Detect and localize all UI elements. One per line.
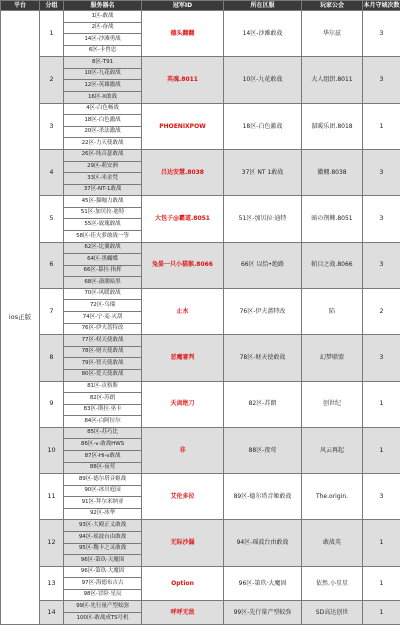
server-cell: 62区-比翼敢战 xyxy=(64,242,142,254)
guild-cell: 幻梦联盟 xyxy=(302,335,363,381)
server-cell: 99区-先行量产型蚊弥 xyxy=(64,601,142,613)
server-cell: 82区-苏朗 xyxy=(64,393,142,405)
zone-cell: 76区-伊夫蔷特改 xyxy=(224,288,302,334)
count-cell: 1 xyxy=(363,601,400,624)
count-cell: 3 xyxy=(363,11,400,57)
champion-cell: 非 xyxy=(142,427,224,473)
count-cell: 1 xyxy=(363,427,400,473)
server-cell: 98区-冒险·星辰 xyxy=(64,589,142,601)
zone-cell: 10区-九花敢战 xyxy=(224,57,302,103)
server-cell: 16区-X敢战 xyxy=(64,92,142,104)
server-cell: 72区-乌瑠 xyxy=(64,300,142,312)
guild-cell: 湄暖乐团.8018 xyxy=(302,103,363,149)
server-cell: 68区-潇潮暗黑 xyxy=(64,277,142,289)
header-zone: 所在区服 xyxy=(224,1,302,11)
champion-cell: 无际沙漏 xyxy=(142,520,224,566)
group-cell: 9 xyxy=(40,381,64,427)
count-cell: 1 xyxy=(363,381,400,427)
header-group: 分组 xyxy=(40,1,64,11)
server-cell: 79区-智天使敢战 xyxy=(64,358,142,370)
champion-cell: 恶魔審判 xyxy=(142,335,224,381)
guild-cell: 风云再起 xyxy=(302,427,363,473)
platform-cell: ios正版 xyxy=(1,11,40,625)
server-cell: 93区-大殿正义敢战 xyxy=(64,520,142,532)
server-cell: 80区-爱天使敢战 xyxy=(64,369,142,381)
server-cell: 8区-T91 xyxy=(64,57,142,69)
champion-cell: 兔晏一只小猫猴.8066 xyxy=(142,242,224,288)
group-cell: 6 xyxy=(40,242,64,288)
group-cell: 4 xyxy=(40,149,64,195)
server-cell: 1区-敢战 xyxy=(64,11,142,23)
champion-cell: PHOENIXPOW xyxy=(142,103,224,149)
zone-cell: 88区-夜莺 xyxy=(224,427,302,473)
zone-cell: 78区-财天使敢战 xyxy=(224,335,302,381)
server-cell: 4区-白色畅战 xyxy=(64,103,142,115)
count-cell: 3 xyxy=(363,242,400,288)
champion-cell: 大包子@霸道.8051 xyxy=(142,196,224,242)
count-cell: 2 xyxy=(363,288,400,334)
server-cell: 37区-NT-1敢战 xyxy=(64,184,142,196)
server-cell: 18区-白色激战 xyxy=(64,115,142,127)
server-cell: 88区-夜莺 xyxy=(64,462,142,474)
zone-cell: 94区-瑶波台由敢战 xyxy=(224,520,302,566)
server-cell: 51区-加贝拉·迪特 xyxy=(64,207,142,219)
group-cell: 13 xyxy=(40,566,64,601)
zone-cell: 96区-第玖·大魔固 xyxy=(224,566,302,601)
guild-cell: The.origin. xyxy=(302,474,363,520)
server-cell: 45区-猫咖力敢战 xyxy=(64,196,142,208)
table-row xyxy=(1,11,400,23)
group-cell: 12 xyxy=(40,520,64,566)
group-cell: 10 xyxy=(40,427,64,473)
header-champion: 冠军ID xyxy=(142,1,224,11)
guild-cell: 徽翱.8038 xyxy=(302,149,363,195)
zone-cell: 99区-先行量产型蚊弥 xyxy=(224,601,302,624)
server-cell: 100区-敢战成TS号机 xyxy=(64,613,142,625)
zone-cell: 37区 NT 1敢战 xyxy=(224,149,302,195)
header-row xyxy=(1,1,400,11)
zone-cell: 89区-德尔塔音姬敢战 xyxy=(224,474,302,520)
count-cell: 3 xyxy=(363,149,400,195)
server-cell: 33区-米金梵 xyxy=(64,173,142,185)
table-row xyxy=(1,149,400,161)
server-cell: 66区-幕拉·指挥 xyxy=(64,265,142,277)
table-row xyxy=(1,427,400,439)
champion-cell: 呼呼无敌 xyxy=(142,601,224,624)
server-cell: 55区-致瑰敢战 xyxy=(64,219,142,231)
table-row xyxy=(1,103,400,115)
guild-cell: SD高达创世 xyxy=(302,601,363,624)
server-cell: 10区-九花敢战 xyxy=(64,68,142,80)
guild-cell: 大人组织.8011 xyxy=(302,57,363,103)
server-cell: 92区-冰华 xyxy=(64,508,142,520)
server-cell: 96区-第玖·天魔围 xyxy=(64,555,142,567)
table-row xyxy=(1,335,400,347)
table-body xyxy=(1,11,400,625)
count-cell: 1 xyxy=(363,566,400,601)
table-row xyxy=(1,601,400,613)
count-cell: 3 xyxy=(363,57,400,103)
guild-cell: 依然.小星星 xyxy=(302,566,363,601)
server-cell: 91区-拜尔米纳亚 xyxy=(64,497,142,509)
server-cell: 76区-伊夫蔷特改 xyxy=(64,323,142,335)
group-cell: 2 xyxy=(40,57,64,103)
guild-cell: 帕目之战.8066 xyxy=(302,242,363,288)
group-cell: 5 xyxy=(40,196,64,242)
header-guild: 玩家公会 xyxy=(302,1,363,11)
server-cell: 87区-Hi-v敢战 xyxy=(64,450,142,462)
server-cell: 58区-佳夫萝敢战一等 xyxy=(64,230,142,242)
server-cell: 14区-沙滩勇战 xyxy=(64,34,142,46)
server-cell: 94区-瑶波台由敢战 xyxy=(64,532,142,544)
guild-cell: 华尔兹 xyxy=(302,11,363,57)
server-cell: 97区-海德布吉古 xyxy=(64,578,142,590)
zone-cell: 14区-沙滩敢战 xyxy=(224,11,302,57)
group-cell: 8 xyxy=(40,335,64,381)
champion-cell: 止水 xyxy=(142,288,224,334)
table-row xyxy=(1,566,400,578)
server-cell: 29区-莉安洲 xyxy=(64,161,142,173)
header-count: 本月守城次数 xyxy=(363,1,400,11)
server-cell: 22区-力天使敢战 xyxy=(64,138,142,150)
group-cell: 7 xyxy=(40,288,64,334)
champion-cell: 艾伦多拉 xyxy=(142,474,224,520)
table-row xyxy=(1,196,400,208)
server-cell: 6区-卡兽忠 xyxy=(64,45,142,57)
zone-cell: 51区-加贝拉·迪特 xyxy=(224,196,302,242)
count-cell: 3 xyxy=(363,335,400,381)
server-cell: 12区-英雄激战 xyxy=(64,80,142,92)
server-cell: 77区-权天使敢战 xyxy=(64,335,142,347)
table-row xyxy=(1,242,400,254)
table-row xyxy=(1,288,400,300)
server-cell: 26区-纯音瑟敢战 xyxy=(64,149,142,161)
server-cell: 96区-第玖·大魔固 xyxy=(64,566,142,578)
champion-cell: Option xyxy=(142,566,224,601)
guild-cell: 暗の荆棘.8051 xyxy=(302,196,363,242)
server-cell: 84区-白阿拉尔 xyxy=(64,416,142,428)
server-cell: 86区-v·敢战HWS xyxy=(64,439,142,451)
champion-cell: 吕达安慧.8038 xyxy=(142,149,224,195)
table-row xyxy=(1,381,400,393)
server-cell: 2区-奋战 xyxy=(64,22,142,34)
server-cell: 95区-魏卡之灵敢战 xyxy=(64,543,142,555)
server-cell: 70区-风暖敢战 xyxy=(64,288,142,300)
header-server: 服务器名 xyxy=(64,1,142,11)
server-cell: 64区-黑蝴蝶 xyxy=(64,254,142,266)
zone-cell: 18区-白色激战 xyxy=(224,103,302,149)
header-platform: 平台 xyxy=(1,1,40,11)
server-cell: 85区-苏巧比 xyxy=(64,427,142,439)
server-cell: 89区-德尔塔音姬战 xyxy=(64,474,142,486)
count-cell: 1 xyxy=(363,520,400,566)
champion-cell: 德头翻翻 xyxy=(142,11,224,57)
zone-cell: 82区-苏朗 xyxy=(224,381,302,427)
table-row xyxy=(1,57,400,69)
guild-cell: 创世纪 xyxy=(302,381,363,427)
server-cell: 74区-宁·麦·灭刮 xyxy=(64,312,142,324)
count-cell: 3 xyxy=(363,474,400,520)
server-cell: 83区-斯拉·巫卡 xyxy=(64,404,142,416)
server-cell: 78区-财天使敢战 xyxy=(64,346,142,358)
group-cell: 11 xyxy=(40,474,64,520)
guild-cell: 敢战英 xyxy=(302,520,363,566)
group-cell: 3 xyxy=(40,103,64,149)
table-row xyxy=(1,474,400,486)
guild-cell: 陷 xyxy=(302,288,363,334)
server-cell: 81区-贡格斯 xyxy=(64,381,142,393)
count-cell: 3 xyxy=(363,196,400,242)
server-cell: 20区-杀法激战 xyxy=(64,126,142,138)
zone-cell: 66区 以恰•绝路 xyxy=(224,242,302,288)
count-cell: 1 xyxy=(363,103,400,149)
group-cell: 14 xyxy=(40,601,64,624)
table-row xyxy=(1,520,400,532)
champion-cell: 天剑绝刀 xyxy=(142,381,224,427)
server-cell: 90区-冰川庭园 xyxy=(64,485,142,497)
champion-cell: 英魂.8011 xyxy=(142,57,224,103)
group-cell: 1 xyxy=(40,11,64,57)
